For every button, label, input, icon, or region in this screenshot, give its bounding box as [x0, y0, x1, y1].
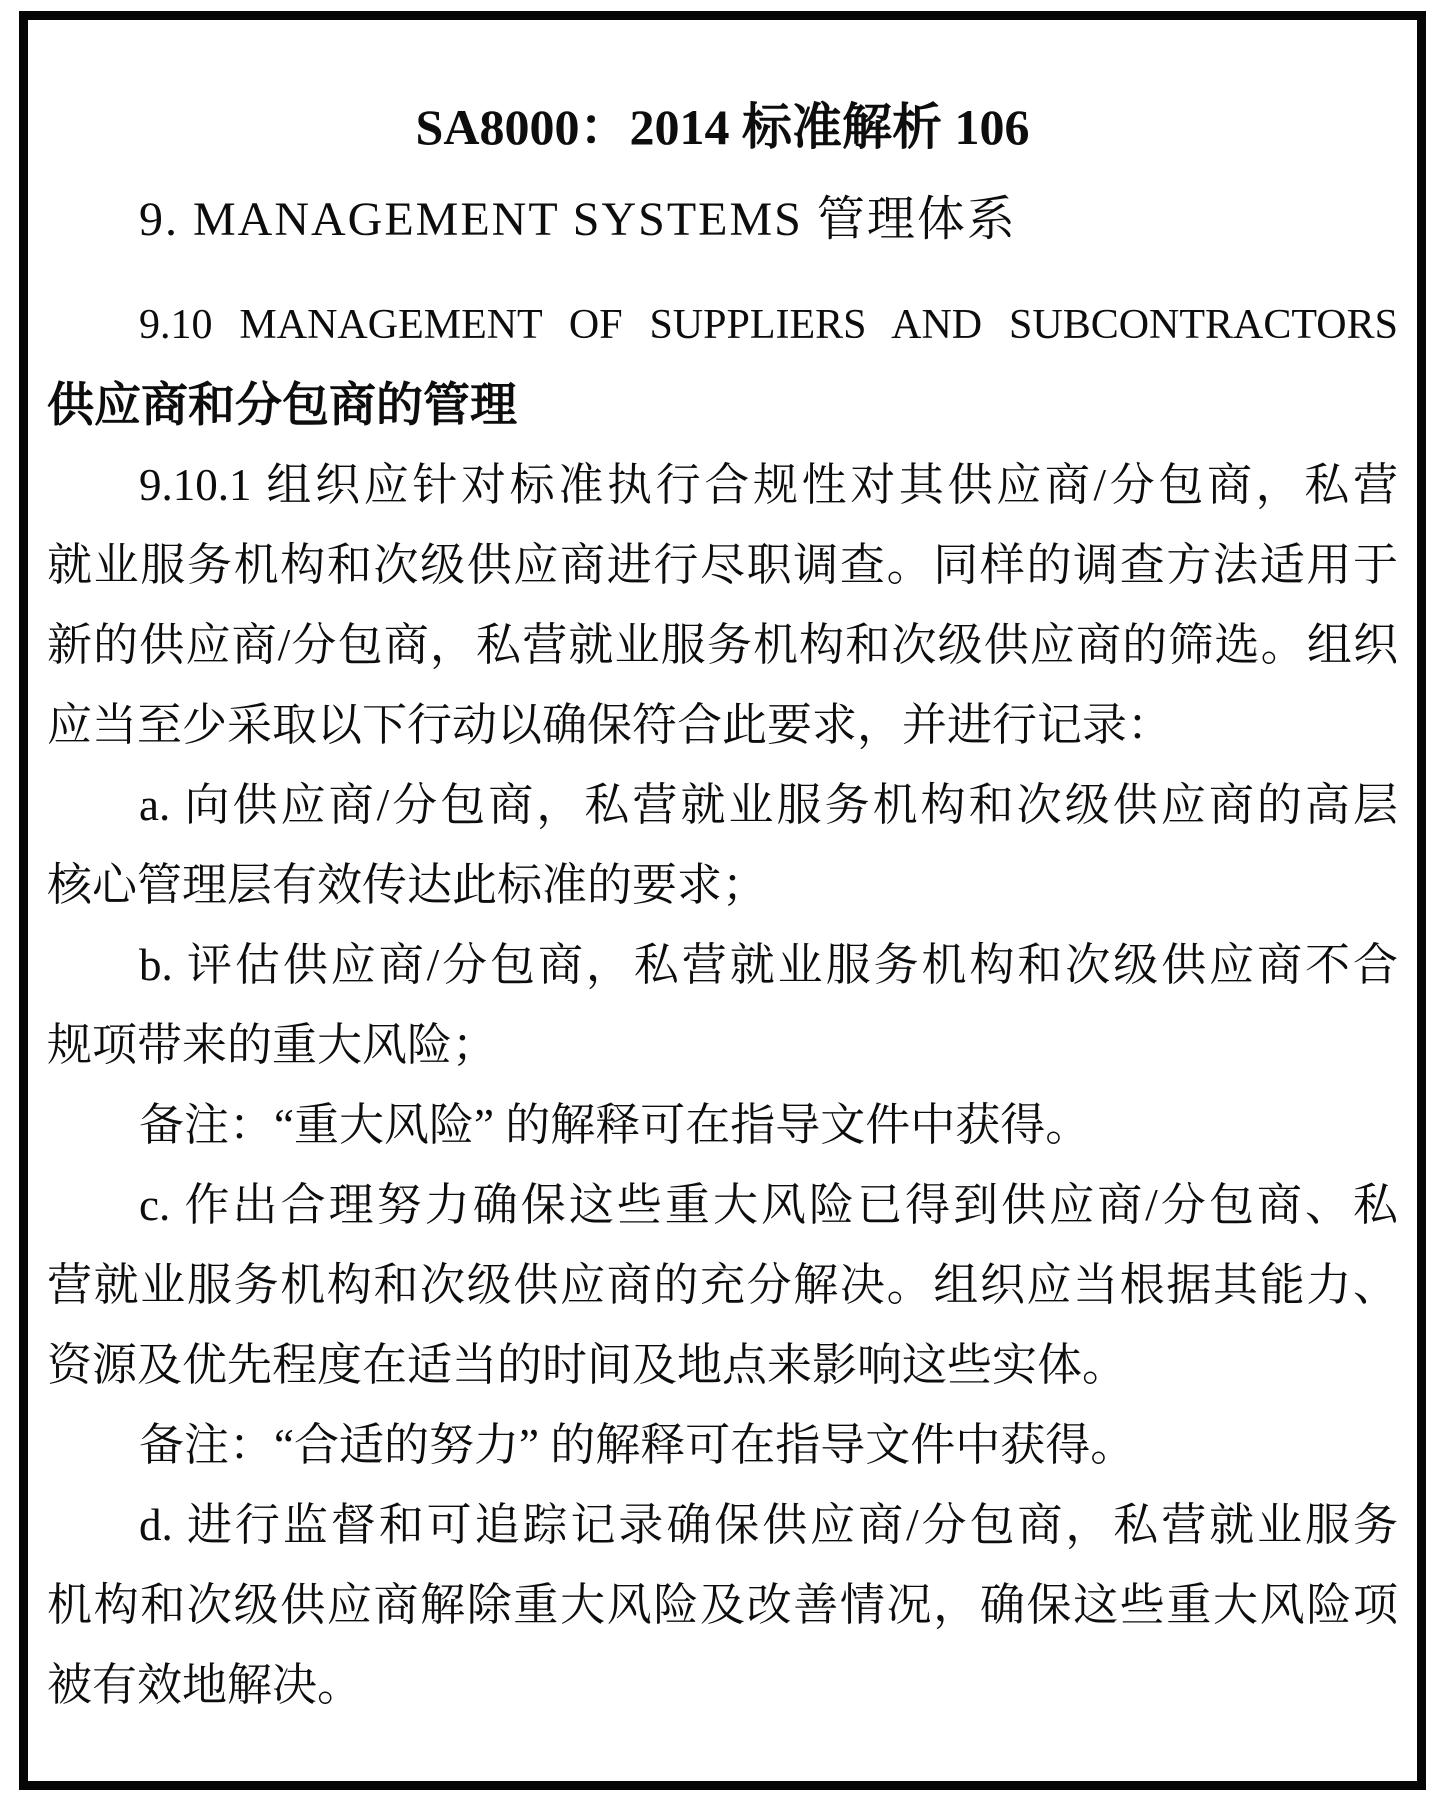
- text-line: 备注：“重大风险” 的解释可在指导文件中获得。: [139, 1100, 1091, 1150]
- text-line: d. 进行监督和可追踪记录确保供应商/分包商，私营就业服务: [139, 1500, 1398, 1550]
- text-line: a. 向供应商/分包商，私营就业服务机构和次级供应商的高层: [139, 780, 1398, 830]
- text-line: 被有效地解决。: [47, 1660, 363, 1710]
- text-line: 机构和次级供应商解除重大风险及改善情况，确保这些重大风险项: [47, 1580, 1398, 1630]
- text-line: 资源及优先程度在适当的时间及地点来影响这些实体。: [47, 1340, 1128, 1390]
- text-line: b. 评估供应商/分包商，私营就业服务机构和次级供应商不合: [139, 940, 1398, 990]
- text-line: 9. MANAGEMENT SYSTEMS 管理体系: [139, 193, 1017, 246]
- text-line: 9.10 MANAGEMENT OF SUPPLIERS AND SUBCONTRACTORS: [139, 302, 1398, 348]
- text-line: 营就业服务机构和次级供应商的充分解决。组织应当根据其能力、: [47, 1260, 1398, 1310]
- text-line: 备注：“合适的努力” 的解释可在指导文件中获得。: [139, 1420, 1136, 1470]
- text-line: c. 作出合理努力确保这些重大风险已得到供应商/分包商、私: [139, 1180, 1398, 1230]
- text-line: 就业服务机构和次级供应商进行尽职调查。同样的调查方法适用于: [47, 540, 1398, 590]
- text-line: 规项带来的重大风险；: [47, 1020, 498, 1070]
- page-border-frame: [19, 11, 1426, 1790]
- text-line: 9.10.1 组织应针对标准执行合规性对其供应商/分包商，私营: [139, 460, 1398, 510]
- text-line: 供应商和分包商的管理: [47, 378, 517, 431]
- document-body: [47, 180, 1398, 1725]
- text-line: 应当至少采取以下行动以确保符合此要求，并进行记录：: [47, 700, 1173, 750]
- text-line: 核心管理层有效传达此标准的要求；: [47, 860, 768, 910]
- text-line: 新的供应商/分包商，私营就业服务机构和次级供应商的筛选。组织: [47, 620, 1398, 670]
- page-title: SA8000：2014 标准解析 106: [415, 99, 1030, 155]
